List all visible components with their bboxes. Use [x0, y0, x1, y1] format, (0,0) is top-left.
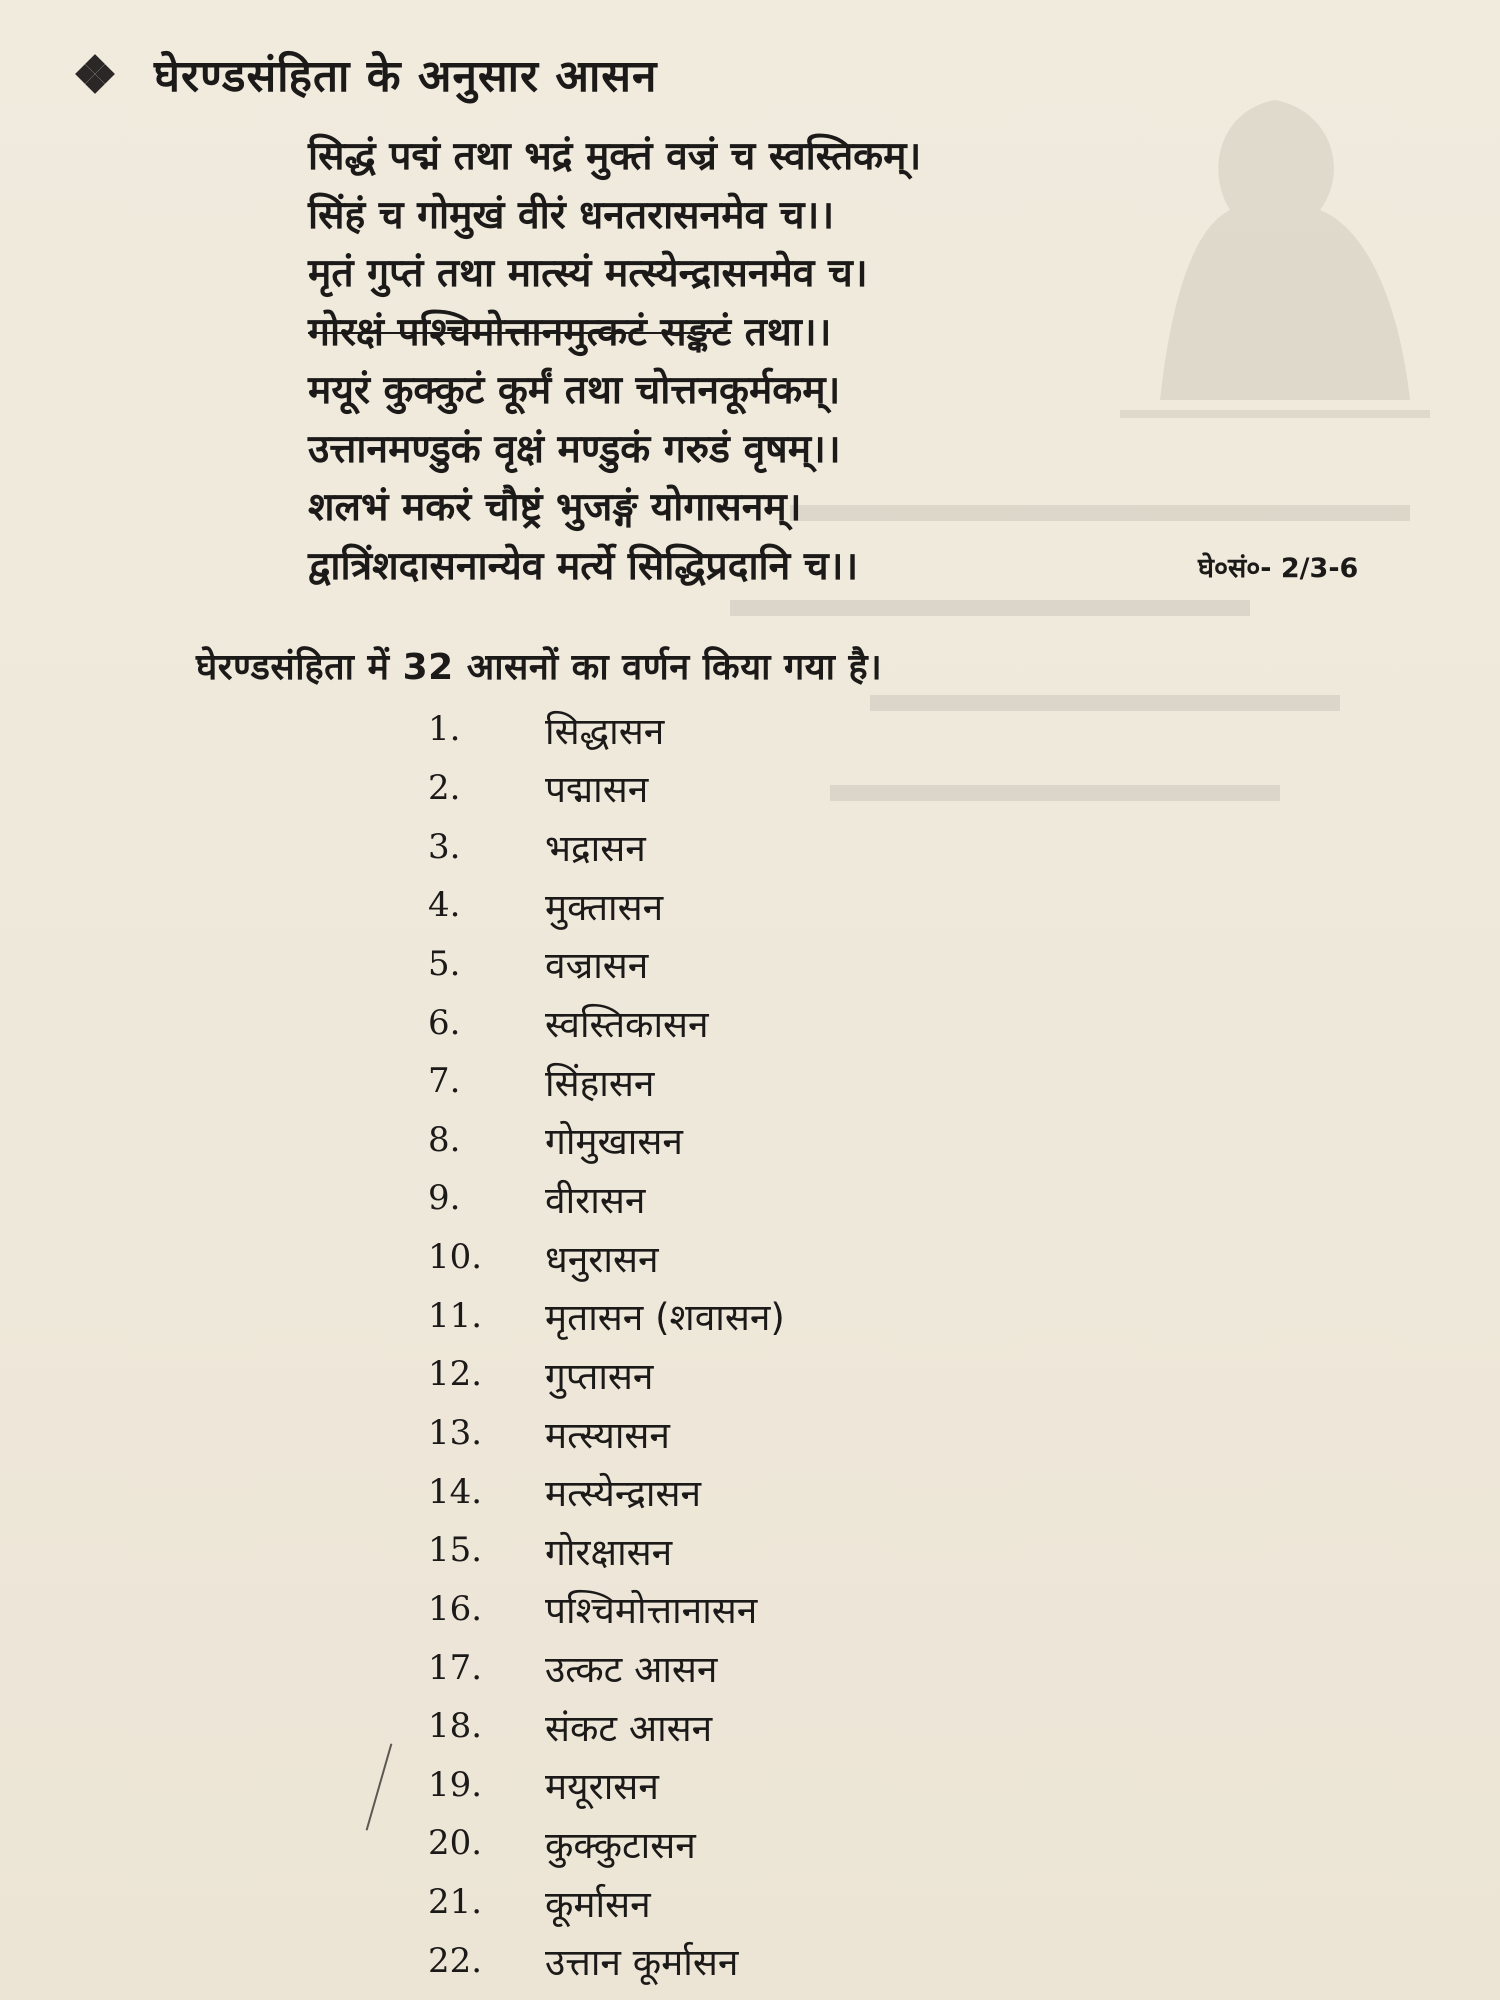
list-item — [428, 935, 988, 994]
asana-name: गुप्तासन — [545, 1354, 654, 1398]
asana-name: मृतासन (शवासन) — [545, 1296, 785, 1340]
item-number: 15. — [428, 1530, 483, 1571]
list-item — [428, 1110, 988, 1169]
item-number: 19. — [428, 1764, 483, 1805]
item-number: 4. — [428, 885, 461, 926]
asana-name: मत्स्यासन — [545, 1413, 670, 1457]
item-number: 9. — [428, 1178, 461, 1219]
item-number: 12. — [428, 1354, 483, 1395]
list-item — [428, 817, 988, 876]
list-item — [428, 759, 988, 818]
item-number: 11. — [428, 1295, 483, 1336]
asana-name: सिंहासन — [545, 1061, 655, 1105]
list-item — [428, 1814, 988, 1873]
item-number: 10. — [428, 1237, 483, 1278]
section-heading — [76, 44, 657, 104]
list-item — [428, 1521, 988, 1580]
item-number: 8. — [428, 1119, 461, 1160]
verse-reference: घे०सं०- 2/3-6 — [1198, 553, 1359, 584]
list-item — [428, 1052, 988, 1111]
show-through-illustration — [1110, 80, 1440, 440]
asana-name: सिद्धासन — [545, 709, 665, 753]
item-number: 14. — [428, 1471, 483, 1512]
asana-list — [428, 700, 988, 1990]
list-item — [428, 876, 988, 935]
item-number: 21. — [428, 1882, 483, 1923]
verse-line: सिद्धं पद्मं तथा भद्रं मुक्तं वज्रं च स्वस्तिकम्। — [308, 134, 922, 179]
asana-name: धनुरासन — [545, 1237, 659, 1281]
list-item — [428, 1228, 988, 1287]
item-number: 17. — [428, 1647, 483, 1688]
asana-name: कुक्कुटासन — [545, 1823, 696, 1867]
list-item — [428, 1931, 988, 1990]
item-number: 7. — [428, 1061, 461, 1102]
item-number: 1. — [428, 709, 461, 750]
verse-line — [308, 304, 1068, 363]
asana-name: मुक्तासन — [545, 885, 664, 929]
asana-name: भद्रासन — [545, 827, 646, 871]
asana-name: पद्मासन — [545, 768, 649, 812]
list-item — [428, 1286, 988, 1345]
item-number: 2. — [428, 767, 461, 808]
asana-name: उत्तान कूर्मासन — [545, 1941, 739, 1985]
item-number: 13. — [428, 1413, 483, 1453]
list-item — [428, 1345, 988, 1404]
verse-line: उत्तानमण्डुकं वृक्षं मण्डुकं गरुडं वृषम्।। — [308, 426, 841, 472]
verse-line-end: तथा।। — [731, 309, 832, 355]
asana-name: मयूरासन — [545, 1765, 659, 1809]
verse-line: शलभं मकरं चौष्ट्रं भुजङ्गं योगासनम्। — [308, 485, 802, 530]
list-item — [428, 1697, 988, 1756]
asana-name: पश्चिमोत्तानासन — [545, 1589, 758, 1633]
intro-sentence: घेरण्डसंहिता में 32 आसनों का वर्णन किया गया है। — [196, 647, 883, 688]
item-number: 6. — [428, 1002, 461, 1043]
item-number: 3. — [428, 826, 461, 867]
asana-name: संकट आसन — [545, 1706, 713, 1750]
section-title: घेरण्डसंहिता के अनुसार आसन — [154, 51, 658, 102]
list-item — [428, 1404, 988, 1463]
list-item — [428, 993, 988, 1052]
item-number: 5. — [428, 943, 461, 984]
asana-name: वज्रासन — [545, 944, 649, 988]
list-item — [428, 1169, 988, 1228]
asana-name: मत्स्येन्द्रासन — [545, 1472, 702, 1516]
asana-name: गोरक्षासन — [545, 1530, 673, 1574]
list-item — [428, 1873, 988, 1932]
list-item — [428, 1462, 988, 1521]
list-item — [428, 1638, 988, 1697]
verse-line: सिंहं च गोमुखं वीरं धनतरासनमेव च।। — [308, 192, 835, 238]
diamond-cluster-icon — [76, 55, 114, 93]
asana-name: स्वस्तिकासन — [545, 1003, 709, 1047]
list-item — [428, 700, 988, 759]
asana-name: वीरासन — [545, 1178, 646, 1222]
pencil-mark — [366, 1743, 393, 1830]
list-item — [428, 1580, 988, 1639]
asana-name: उत्कट आसन — [545, 1648, 718, 1692]
item-number: 18. — [428, 1706, 483, 1747]
item-number: 20. — [428, 1823, 483, 1864]
item-number: 22. — [428, 1940, 483, 1981]
verse-line: मयूरं कुक्कुटं कूर्मं तथा चोत्तनकूर्मकम्। — [308, 368, 841, 413]
verse-line: द्वात्रिंशदासनान्येव मर्त्ये सिद्धिप्रदानि च।। — [308, 543, 859, 589]
list-item — [428, 1756, 988, 1815]
asana-name: कूर्मासन — [545, 1882, 651, 1926]
sanskrit-verse — [308, 128, 1068, 596]
item-number: 16. — [428, 1588, 483, 1629]
asana-name: गोमुखासन — [545, 1120, 683, 1164]
verse-line: मृतं गुप्तं तथा मात्स्यं मत्स्येन्द्रासनमेव च। — [308, 251, 868, 296]
struck-through-text: गोरक्षं पश्चिमोत्तानमुत्कटं सङ्कटं — [308, 309, 732, 355]
